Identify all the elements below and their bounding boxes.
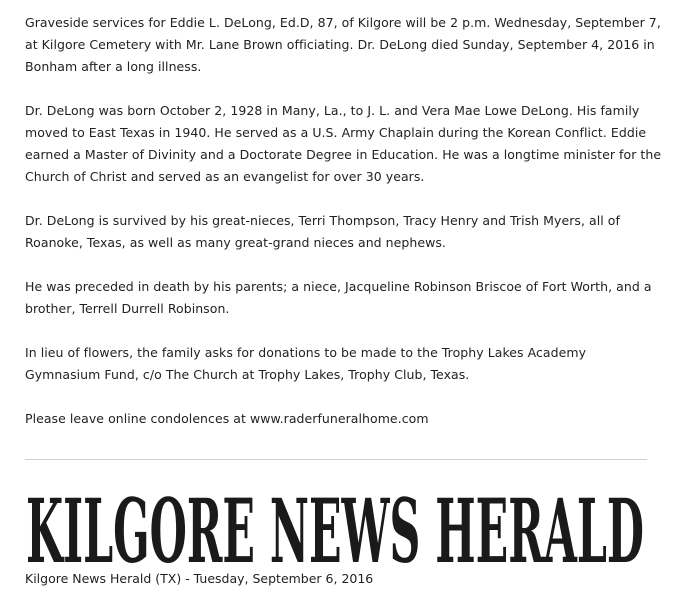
publication-caption: Kilgore News Herald (TX) - Tuesday, September 6, 2016	[25, 571, 374, 586]
section-divider	[25, 459, 647, 460]
paragraph-preceded: He was preceded in death by his parents; a niece, Jacqueline Robinson Briscoe of Fort Worth, and a brother, Terrell Durrell Robinson.	[25, 279, 652, 316]
paragraph-services: Graveside services for Eddie L. DeLong, Ed.D, 87, of Kilgore will be 2 p.m. Wednesday, September 7, at Kilgore Cemetery with Mr. Lane Brown officiating. Dr. DeLong died Sunday, September 4, 2016 in Bonham after a long illness.	[25, 15, 661, 74]
masthead-title: KILGORE NEWS HERALD	[26, 479, 644, 564]
obituary-article	[25, 12, 665, 452]
masthead-logo	[26, 478, 646, 564]
paragraph-survivors: Dr. DeLong is survived by his great-nieces, Terri Thompson, Tracy Henry and Trish Myers, all of Roanoke, Texas, as well as many great-grand nieces and nephews.	[25, 213, 620, 250]
paragraph-condolences: Please leave online condolences at www.raderfuneralhome.com	[25, 411, 429, 426]
paragraph-donations: In lieu of flowers, the family asks for donations to be made to the Trophy Lakes Academy Gymnasium Fund, c/o The Church at Trophy Lakes, Trophy Club, Texas.	[25, 345, 587, 382]
paragraph-biography: Dr. DeLong was born October 2, 1928 in Many, La., to J. L. and Vera Mae Lowe DeLong. His family moved to East Texas in 1940. He served as a U.S. Army Chaplain during the Korean Conflict. Eddie earned a Master of Divinity and a Doctorate Degree in Education. He was a longtime minister for the Church of Christ and served as an evangelist for over 30 years.	[25, 103, 662, 184]
newspaper-masthead	[26, 478, 646, 564]
